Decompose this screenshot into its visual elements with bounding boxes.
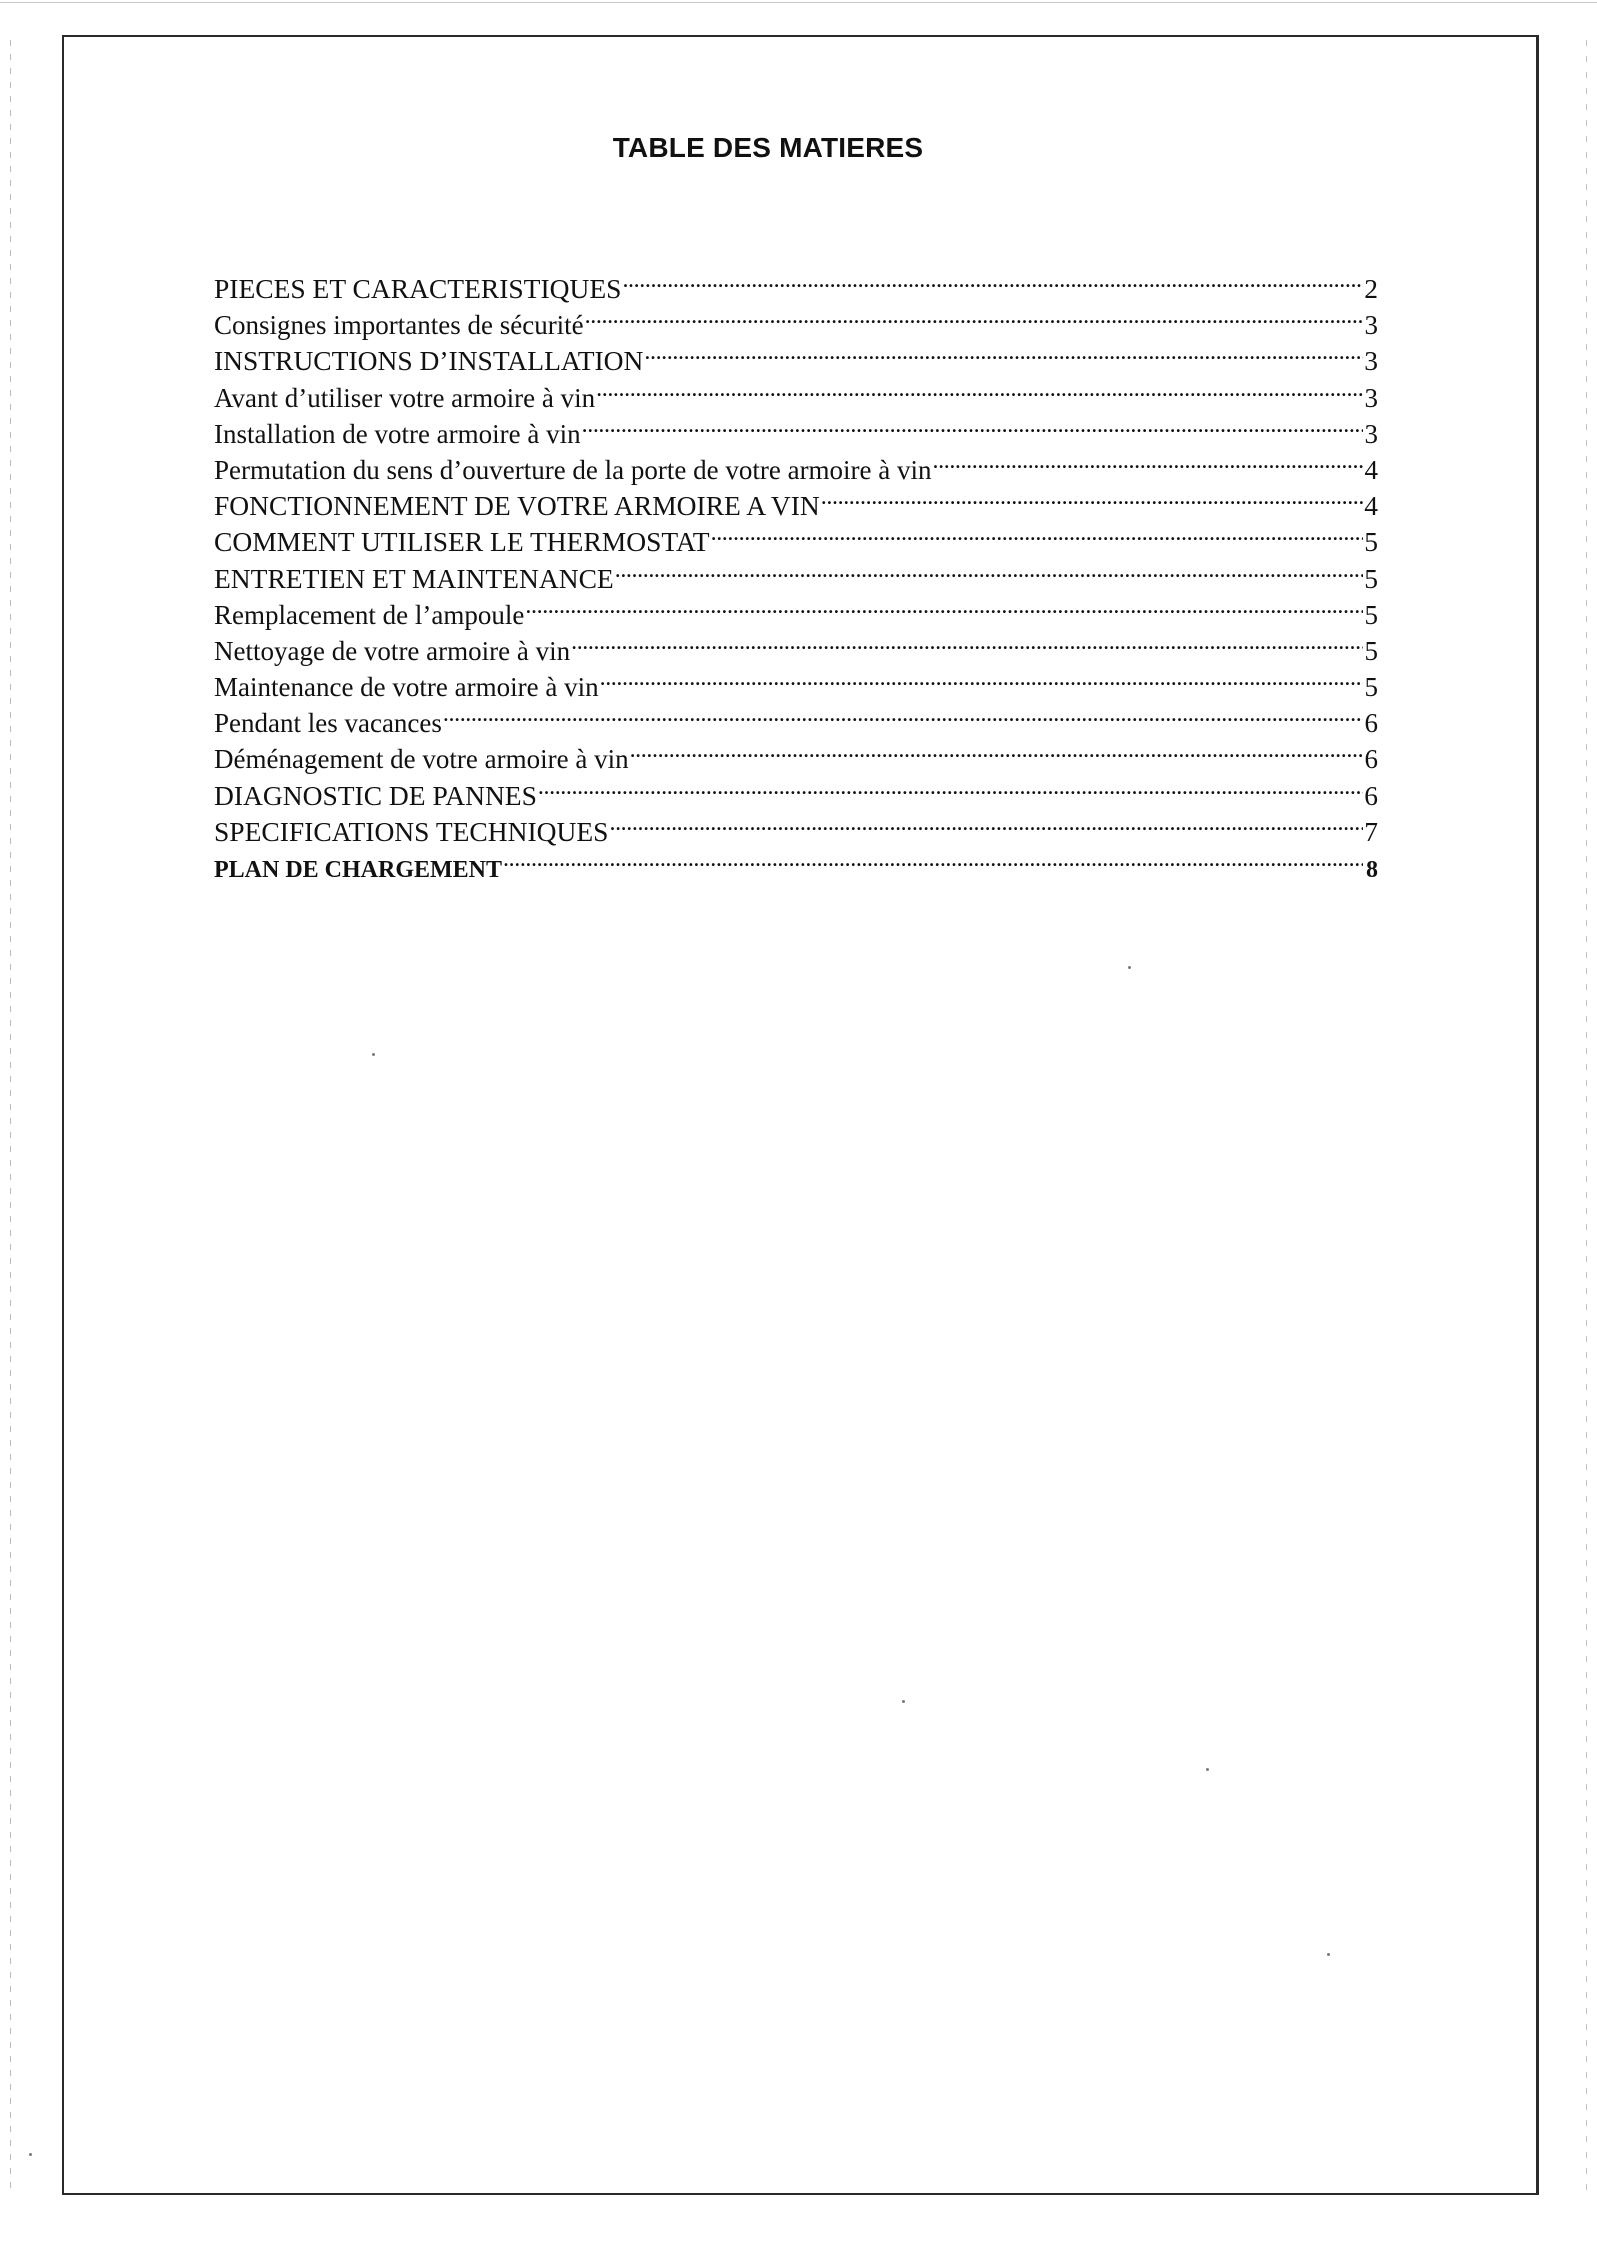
toc-entry-label: ENTRETIEN ET MAINTENANCE [214, 562, 614, 594]
toc-entry-page: 8 [1366, 857, 1378, 883]
toc-dot-leader [615, 552, 1363, 588]
toc-dot-leader [821, 479, 1363, 515]
toc-dot-leader [443, 696, 1363, 732]
toc-dot-leader [600, 660, 1363, 696]
toc-entry-page: 7 [1364, 815, 1378, 847]
toc-entry-page: 3 [1364, 310, 1378, 341]
toc-entry-label: Installation de votre armoire à vin [214, 418, 581, 449]
scan-speck [372, 1053, 375, 1056]
toc-dot-leader [933, 443, 1363, 479]
toc-entry-page: 6 [1364, 779, 1378, 811]
scan-speck [1128, 966, 1131, 969]
toc-dot-leader [609, 805, 1363, 841]
scan-speck [1327, 1953, 1330, 1956]
toc-entry-page: 6 [1364, 708, 1378, 739]
scan-left-edge [10, 40, 11, 2190]
toc-entry-label: Nettoyage de votre armoire à vin [214, 635, 571, 666]
toc-entry-page: 3 [1364, 345, 1378, 377]
toc-dot-leader [630, 732, 1363, 768]
toc-entry-page: 5 [1364, 526, 1378, 558]
toc-dot-leader [711, 515, 1363, 551]
toc-entry-page: 5 [1364, 562, 1378, 594]
toc-dot-leader [582, 407, 1363, 443]
scan-top-edge [0, 2, 1597, 3]
toc-dot-leader [644, 334, 1363, 370]
toc-entry-label: Consignes importantes de sécurité [214, 310, 584, 341]
toc-entry-label: Déménagement de votre armoire à vin [214, 744, 629, 775]
toc-dot-leader [538, 769, 1363, 805]
toc-entry-page: 3 [1364, 382, 1378, 413]
toc-dot-leader [596, 371, 1363, 407]
toc-entry-page: 5 [1364, 672, 1378, 703]
toc-entry-label: SPECIFICATIONS TECHNIQUES [214, 815, 609, 847]
toc-entry-label: PIECES ET CARACTERISTIQUES [214, 273, 622, 304]
toc-entry-label: Permutation du sens d’ouverture de la porte de votre armoire à vin [214, 454, 932, 485]
toc-entry-page: 4 [1364, 454, 1378, 485]
scan-speck [1206, 1768, 1209, 1771]
toc-entry-label: PLAN DE CHARGEMENT [214, 857, 503, 883]
toc-entry-label: Remplacement de l’ampoule [214, 599, 525, 630]
table-of-contents [214, 262, 1378, 883]
scan-speck [29, 2153, 32, 2156]
toc-entry-page: 5 [1364, 599, 1378, 630]
scan-speck [902, 1700, 905, 1703]
toc-entry-label: Avant d’utiliser votre armoire à vin [214, 382, 596, 413]
toc-dot-leader [622, 262, 1363, 298]
toc-entry-page: 6 [1364, 744, 1378, 775]
toc-dot-leader [571, 624, 1363, 660]
toc-entry-label: Maintenance de votre armoire à vin [214, 672, 599, 703]
toc-entry-label: Pendant les vacances [214, 708, 442, 739]
toc-dot-leader [585, 298, 1363, 334]
toc-dot-leader [503, 841, 1363, 877]
toc-entry [214, 262, 1378, 304]
toc-entry-label: DIAGNOSTIC DE PANNES [214, 779, 537, 811]
scan-right-edge [1586, 40, 1587, 2190]
toc-entry-label: COMMENT UTILISER LE THERMOSTAT [214, 526, 710, 558]
toc-entry-page: 2 [1364, 273, 1378, 304]
toc-entry-page: 3 [1364, 418, 1378, 449]
toc-dot-leader [525, 588, 1363, 624]
toc-entry-label: INSTRUCTIONS D’INSTALLATION [214, 345, 644, 377]
page-title: TABLE DES MATIERES [612, 132, 924, 163]
toc-entry-label: FONCTIONNEMENT DE VOTRE ARMOIRE A VIN [214, 490, 820, 522]
toc-entry-page: 5 [1364, 635, 1378, 666]
toc-entry-page: 4 [1364, 490, 1378, 522]
